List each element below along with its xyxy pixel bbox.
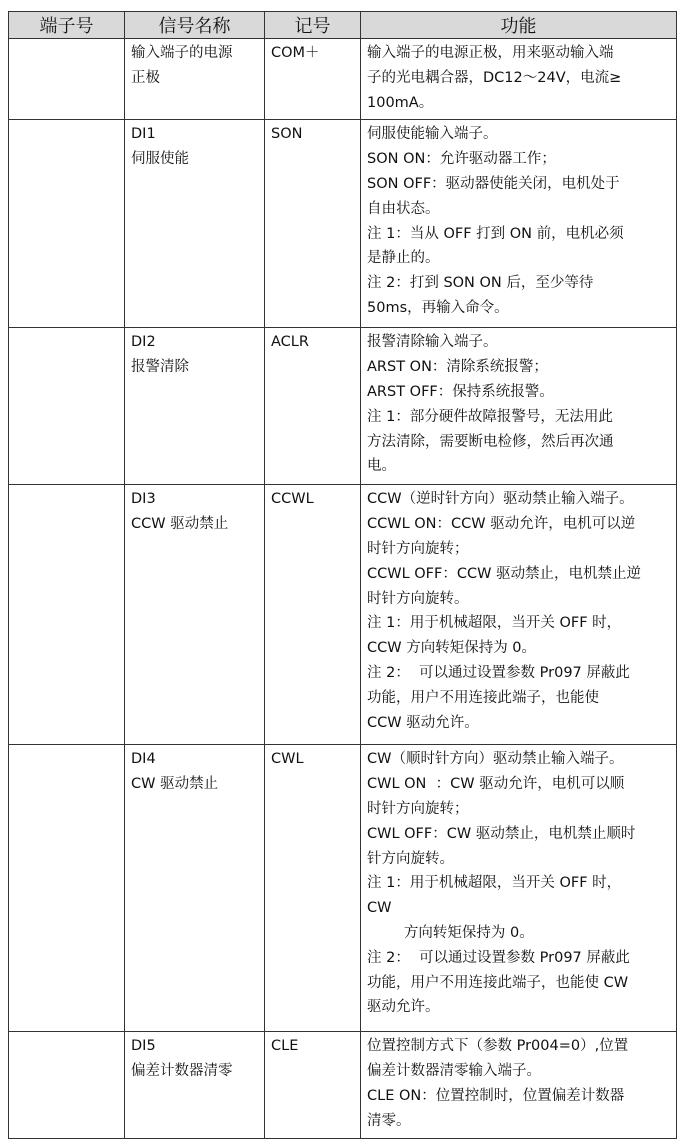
function-cell — [361, 745, 677, 1032]
signal-name-line: 正极 — [131, 69, 160, 86]
signal-name-line: DI4 — [131, 751, 156, 768]
signal-name-cell — [125, 745, 265, 1032]
table-row — [9, 1032, 677, 1138]
function-line: CCWL ON：CCW 驱动允许，电机可以逆 — [367, 516, 636, 533]
table-row — [9, 485, 677, 745]
terminal-cell — [9, 120, 125, 328]
function-line: CW — [367, 900, 392, 917]
function-line: 自由状态。 — [367, 200, 440, 217]
function-line: CCWL OFF：CCW 驱动禁止，电机禁止逆 — [367, 565, 642, 582]
table-row — [9, 328, 677, 485]
function-cell — [361, 39, 677, 120]
function-line: CCW（逆时针方向）驱动禁止输入端子。 — [367, 491, 634, 508]
terminal-cell — [9, 328, 125, 485]
signal-name-line: 偏差计数器清零 — [131, 1063, 233, 1080]
header-row — [9, 12, 677, 39]
signal-name-cell — [125, 328, 265, 485]
function-cell — [361, 328, 677, 485]
header-function: 功能 — [361, 12, 677, 39]
signal-name-cell — [125, 1032, 265, 1138]
function-line: CLE ON：位置控制时，位置偏差计数器 — [367, 1087, 625, 1104]
signal-name-line: DI2 — [131, 334, 156, 351]
function-line: 时针方向旋转。 — [367, 590, 469, 607]
function-line: 电。 — [367, 458, 396, 475]
function-line: 时针方向旋转； — [367, 540, 469, 557]
terminal-cell — [9, 39, 125, 120]
function-line: 清零。 — [367, 1112, 411, 1129]
function-line: 针方向旋转。 — [367, 850, 454, 867]
header-terminal: 端子号 — [9, 12, 125, 39]
function-line: 50ms，再输入命令。 — [367, 299, 509, 316]
function-line: CW（顺时针方向）驱动禁止输入端子。 — [367, 751, 624, 768]
function-line: 注 1：用于机械超限，当开关 OFF 时， — [367, 875, 622, 892]
symbol-cell: CWL — [265, 745, 361, 1032]
table-row — [9, 745, 677, 1032]
function-line: 位置控制方式下（参数 Pr004=0）,位置 — [367, 1038, 629, 1055]
function-line: 方向转矩保持为 0。 — [367, 924, 534, 941]
signal-name-line: 报警清除 — [131, 359, 189, 376]
function-line: CWL OFF：CW 驱动禁止，电机禁止顺时 — [367, 825, 636, 842]
function-line: 驱动允许。 — [367, 999, 440, 1016]
function-line: 注 2： 可以通过设置参数 Pr097 屏蔽此 — [367, 664, 630, 681]
function-line: SON ON：允许驱动器工作； — [367, 151, 556, 168]
function-line: 注 1：部分硬件故障报警号，无法用此 — [367, 408, 613, 425]
function-line: 偏差计数器清零输入端子。 — [367, 1063, 541, 1080]
function-line: 注 1：当从 OFF 打到 ON 前，电机必须 — [367, 225, 624, 242]
function-cell — [361, 120, 677, 328]
signal-name-cell — [125, 39, 265, 120]
function-line: 输入端子的电源正极，用来驱动输入端 — [367, 45, 614, 61]
terminal-cell — [9, 485, 125, 745]
function-line: 100mA。 — [367, 94, 434, 111]
signal-name-line: 伺服使能 — [131, 151, 189, 168]
function-line: ARST OFF：保持系统报警。 — [367, 383, 554, 400]
signal-name-line: DI3 — [131, 491, 156, 508]
function-line: 注 2：打到 SON ON 后，至少等待 — [367, 275, 594, 292]
signal-name-cell — [125, 120, 265, 328]
function-line: 方法清除，需要断电检修，然后再次通 — [367, 433, 614, 450]
signal-name-line: DI5 — [131, 1038, 156, 1055]
function-line: 是静止的。 — [367, 250, 440, 267]
function-line: SON OFF：驱动器使能关闭，电机处于 — [367, 175, 620, 192]
function-cell — [361, 485, 677, 745]
symbol-cell: SON — [265, 120, 361, 328]
symbol-cell: CLE — [265, 1032, 361, 1138]
function-cell — [361, 1032, 677, 1138]
function-line: CCW 驱动允许。 — [367, 714, 479, 731]
symbol-cell: ACLR — [265, 328, 361, 485]
header-symbol: 记号 — [265, 12, 361, 39]
header-signal-name: 信号名称 — [125, 12, 265, 39]
function-line: 功能，用户不用连接此端子，也能使 CW — [367, 974, 629, 991]
function-line: CCW 方向转矩保持为 0。 — [367, 640, 537, 657]
table-row — [9, 39, 677, 120]
signal-name-line: CW 驱动禁止 — [131, 776, 219, 793]
signal-name-line: CCW 驱动禁止 — [131, 516, 229, 533]
terminal-cell — [9, 745, 125, 1032]
symbol-cell: CCWL — [265, 485, 361, 745]
function-line: ARST ON：清除系统报警； — [367, 359, 548, 376]
function-line: 报警清除输入端子。 — [367, 334, 498, 351]
function-line: 注 1：用于机械超限，当开关 OFF 时， — [367, 615, 622, 632]
function-line: CWL ON ：CW 驱动允许，电机可以顺 — [367, 776, 625, 793]
terminal-table — [8, 11, 677, 1139]
terminal-cell — [9, 1032, 125, 1138]
function-line: 时针方向旋转； — [367, 800, 469, 817]
table-row — [9, 120, 677, 328]
function-line: 子的光电耦合器，DC12～24V，电流≥ — [367, 69, 622, 86]
symbol-cell: COM＋ — [265, 39, 361, 120]
function-line: 功能，用户不用连接此端子，也能使 — [367, 689, 599, 706]
function-line: 注 2： 可以通过设置参数 Pr097 屏蔽此 — [367, 949, 630, 966]
signal-name-line: 输入端子的电源 — [131, 45, 233, 61]
signal-name-line: DI1 — [131, 126, 156, 143]
signal-name-cell — [125, 485, 265, 745]
function-line: 伺服使能输入端子。 — [367, 126, 498, 143]
